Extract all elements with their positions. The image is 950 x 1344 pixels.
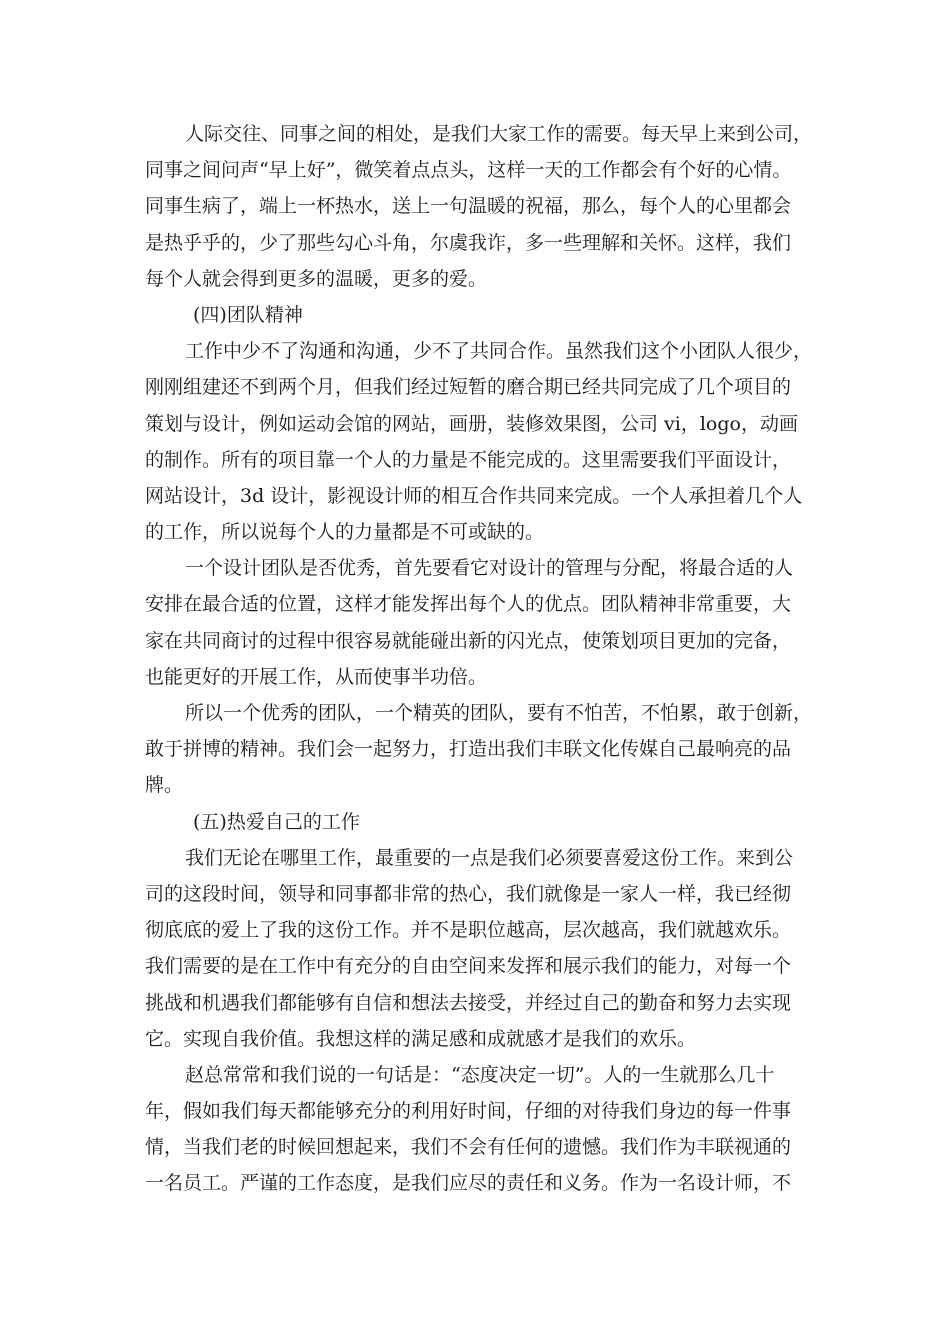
text-line: 是热乎乎的，少了那些勾心斗角，尔虞我诈，多一些理解和关怀。这样，我们	[145, 231, 792, 254]
text-line: 我们需要的是在工作中有充分的自由空间来发挥和展示我们的能力，对每一个	[145, 955, 792, 978]
text-line: 敢于拼博的精神。我们会一起努力，打造出我们丰联文化传媒自己最响亮的品	[145, 738, 792, 761]
text-line: 彻底底的爱上了我的这份工作。并不是职位越高，层次越高，我们就越欢乐。	[145, 919, 792, 942]
text-line: 年，假如我们每天都能够充分的利用好时间，仔细的对待我们身边的每一件事	[145, 1100, 792, 1123]
text-line: 司的这段时间，领导和同事都非常的热心，我们就像是一家人一样，我已经彻	[145, 882, 792, 905]
section-heading: (四)团队精神	[193, 303, 303, 326]
text-line: 同事生病了，端上一杯热水，送上一句温暖的祝福，那么，每个人的心里都会	[145, 195, 792, 218]
text-line: 刚刚组建还不到两个月，但我们经过短暂的磨合期已经共同完成了几个项目的	[145, 376, 792, 399]
text-line: 网站设计，3d 设计，影视设计师的相互合作共同来完成。一个人承担着几个人	[145, 484, 803, 507]
text-line: 也能更好的开展工作，从而使事半功倍。	[145, 665, 488, 688]
text-line: 人际交往、同事之间的相处，是我们大家工作的需要。每天早上来到公司，	[185, 123, 813, 145]
text-line: 它。实现自我价值。我想这样的满足感和成就感才是我们的欢乐。	[145, 1027, 697, 1050]
text-line: 情，当我们老的时候回想起来，我们不会有任何的遗憾。我们作为丰联视通的	[145, 1136, 792, 1159]
text-line: 挑战和机遇我们都能够有自信和想法去接受，并经过自己的勤奋和努力去实现	[145, 991, 792, 1014]
body-text	[145, 116, 815, 1202]
text-line: 家在共同商讨的过程中很容易就能碰出新的闪光点，使策划项目更加的完备，	[145, 629, 792, 652]
section-heading: (五)热爱自己的工作	[193, 810, 360, 833]
text-line: 牌。	[145, 774, 184, 797]
text-line: 的工作，所以说每个人的力量都是不可或缺的。	[145, 521, 545, 544]
text-line: 的制作。所有的项目靠一个人的力量是不能完成的。这里需要我们平面设计，	[145, 448, 792, 471]
text-line: 每个人就会得到更多的温暖，更多的爱。	[145, 267, 488, 290]
text-line: 我们无论在哪里工作，最重要的一点是我们必须要喜爱这份工作。来到公	[185, 846, 794, 869]
text-line: 安排在最合适的位置，这样才能发挥出每个人的优点。团队精神非常重要，大	[145, 593, 792, 616]
text-line: 一个设计团队是否优秀，首先要看它对设计的管理与分配，将最合适的人	[185, 557, 794, 580]
text-line: 赵总常常和我们说的一句话是：“态度决定一切”。人的一生就那么几十	[185, 1063, 775, 1086]
text-line: 所以一个优秀的团队，一个精英的团队，要有不怕苦，不怕累，敢于创新，	[185, 702, 813, 724]
text-line: 策划与设计，例如运动会馆的网站，画册，装修效果图，公司 vi，logo，动画	[145, 412, 798, 435]
text-line: 同事之间问声“早上好”，微笑着点点头，这样一天的工作都会有个好的心情。	[145, 159, 792, 182]
text-line: 工作中少不了沟通和沟通，少不了共同合作。虽然我们这个小团队人很少，	[185, 340, 813, 363]
text-line: 一名员工。严谨的工作态度，是我们应尽的责任和义务。作为一名设计师，不	[145, 1172, 792, 1195]
